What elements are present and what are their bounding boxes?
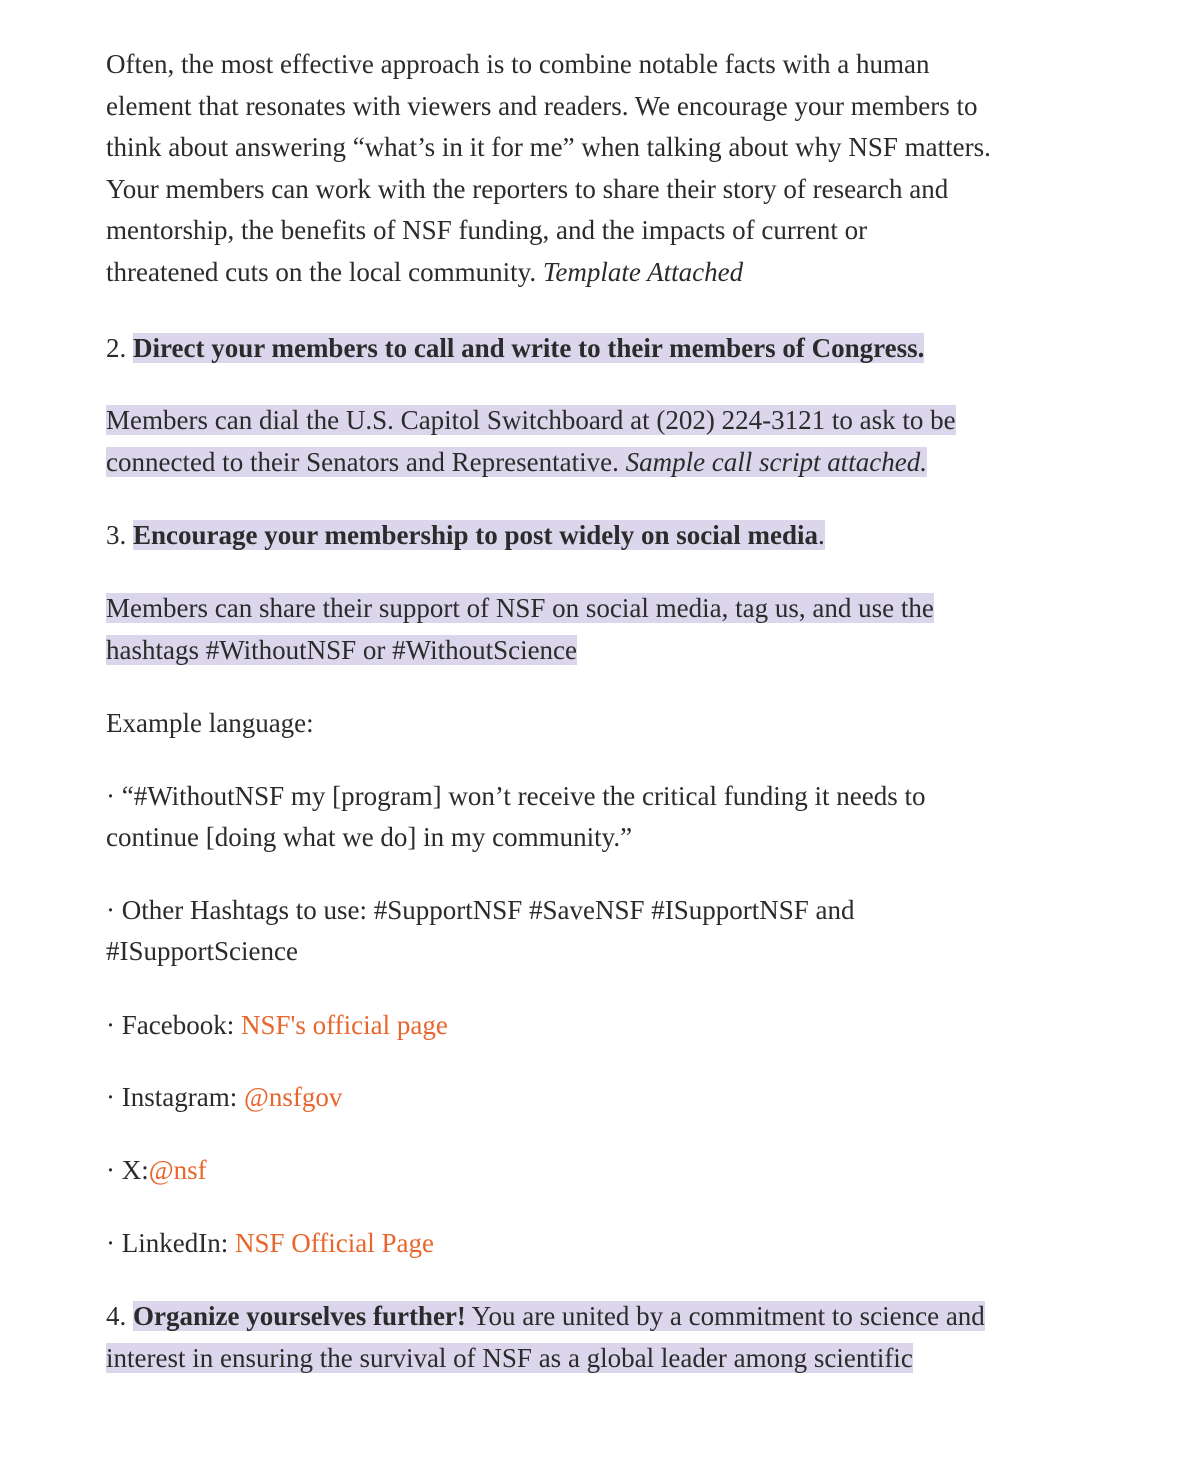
example-quote-line-1: · “#WithoutNSF my [program] won’t receive the critical funding it needs to (106, 781, 926, 811)
item-3-body-text-2: hashtags #WithoutNSF or #WithoutScience (106, 635, 578, 665)
item-2-body-line-2 (106, 442, 927, 484)
linkedin-label: · LinkedIn: (106, 1228, 235, 1258)
facebook-label: · Facebook: (106, 1010, 241, 1040)
sample-call-script-note: Sample call script attached. (625, 447, 928, 477)
item-4-highlight-1 (133, 1301, 985, 1331)
x-item (106, 1150, 207, 1192)
intro-line-6-text: threatened cuts on the local community. (106, 256, 543, 287)
item-4-number: 4. (106, 1301, 133, 1331)
item-2-body-highlight-2 (106, 447, 927, 477)
item-3-body-line-2 (106, 630, 577, 672)
intro-line-6 (106, 252, 743, 294)
item-3-body-line-1 (106, 588, 934, 630)
instagram-link[interactable]: @nsfgov (243, 1082, 343, 1112)
example-language-label: Example language: (106, 708, 314, 738)
item-4-line-2 (106, 1338, 913, 1380)
item-3-heading-period: . (818, 520, 825, 550)
other-hashtags-line-2: #ISupportScience (106, 936, 298, 966)
intro-line-5: mentorship, the benefits of NSF funding, and the impacts of current or (106, 215, 868, 245)
item-3-heading-highlight (133, 520, 825, 550)
linkedin-item (106, 1223, 434, 1265)
other-hashtags-line-1: · Other Hashtags to use: #SupportNSF #SaveNSF #ISupportNSF and (106, 895, 855, 925)
item-4-body-text-1: You are united by a commitment to science and (465, 1301, 985, 1331)
intro-line-3: think about answering “what’s in it for me” when talking about why NSF matters. (106, 132, 991, 162)
example-quote-line-2: continue [doing what we do] in my community.” (106, 822, 633, 852)
item-4-heading: Organize yourselves further! (133, 1301, 466, 1331)
linkedin-link[interactable]: NSF Official Page (234, 1228, 434, 1258)
item-2-heading: Direct your members to call and write to their members of Congress. (133, 333, 925, 363)
x-label: · X: (106, 1155, 149, 1185)
intro-line-2: element that resonates with viewers and readers. We encourage your members to (106, 90, 978, 121)
facebook-item (106, 1005, 448, 1047)
intro-line-4: Your members can work with the reporters to share their story of research and (106, 173, 949, 204)
item-2-number: 2. (106, 333, 133, 363)
item-3-number: 3. (106, 520, 133, 550)
template-attached-note: Template Attached (542, 256, 744, 287)
item-2-body-line-1 (106, 400, 956, 442)
instagram-label: · Instagram: (106, 1082, 244, 1112)
facebook-link[interactable]: NSF's official page (240, 1010, 448, 1040)
item-2-heading-line (106, 328, 924, 370)
item-3-heading: Encourage your membership to post widely on social media (133, 520, 819, 550)
instagram-item (106, 1077, 342, 1119)
item-4-body-text-2: interest in ensuring the survival of NSF as a global leader among scientific (106, 1343, 913, 1373)
intro-line-1: Often, the most effective approach is to combine notable facts with a human (106, 49, 930, 79)
item-3-heading-line (106, 515, 825, 557)
x-link[interactable]: @nsf (148, 1155, 207, 1185)
item-4-line-1 (106, 1296, 985, 1338)
item-2-body-text-1: Members can dial the U.S. Capitol Switchboard at (202) 224-3121 to ask to be (106, 405, 956, 435)
item-2-body-text-2: connected to their Senators and Representative. (106, 447, 626, 477)
item-3-body-text-1: Members can share their support of NSF on social media, tag us, and use the (106, 593, 934, 623)
